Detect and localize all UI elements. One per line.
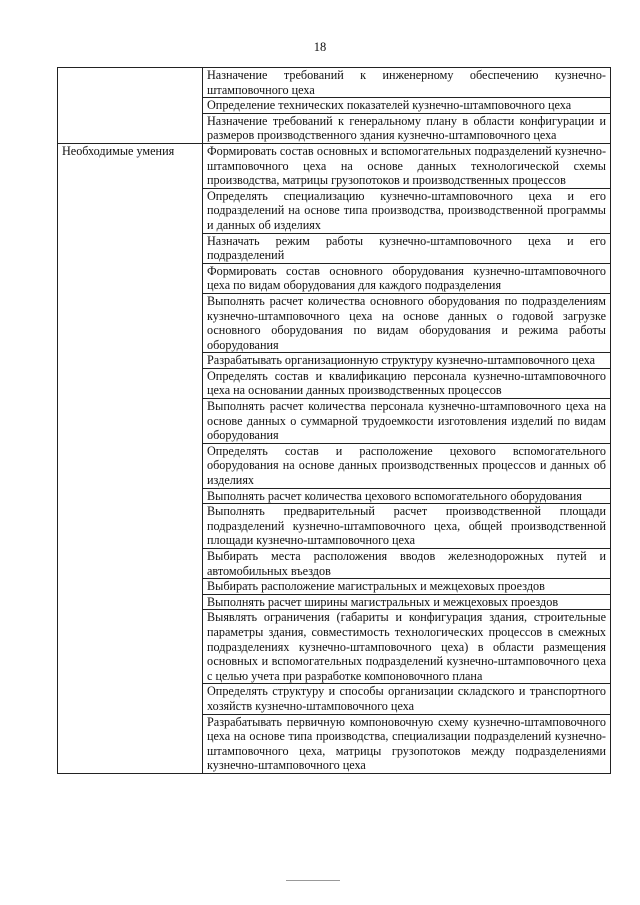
- table-cell: Определять состав и расположение цехового вспомогательного оборудования на основе данных производственных процессов и данных об изделиях: [203, 443, 611, 488]
- table-cell: Выполнять предварительный расчет производственной площади подразделений кузнечно-штамповочного цеха, общей производственной площади кузнечно-штамповочного цеха: [203, 504, 611, 549]
- table-cell: Разрабатывать организационную структуру кузнечно-штамповочного цеха: [203, 353, 611, 369]
- table-cell: Разрабатывать первичную компоновочную схему кузнечно-штамповочного цеха на основе типа производства, специализации подразделений кузнечно-штамповочного цеха, матрицы грузопотоков между подразделениями кузнечно-штамповочного цеха: [203, 714, 611, 773]
- requirements-table: [57, 67, 611, 774]
- table-cell: Назначение требований к генеральному плану в области конфигурации и размеров производственного здания кузнечно-штамповочного цеха: [203, 113, 611, 143]
- table-cell: Выбирать расположение магистральных и межцеховых проездов: [203, 579, 611, 595]
- skills-label: Необходимые умения: [58, 143, 203, 773]
- table-cell: Выбирать места расположения вводов железнодорожных путей и автомобильных въездов: [203, 549, 611, 579]
- footer-divider: [286, 880, 340, 881]
- empty-label-cell: [58, 68, 203, 144]
- table-row: [58, 68, 611, 98]
- table-cell: Определять специализацию кузнечно-штамповочного цеха и его подразделений на основе типа производства, производственной программы и данных об изделиях: [203, 188, 611, 233]
- table-cell: Выполнять расчет ширины магистральных и межцеховых проездов: [203, 594, 611, 610]
- page-number: 18: [313, 40, 327, 54]
- table-cell: Выявлять ограничения (габариты и конфигурация здания, строительные параметры здания, совместимость технологических процессов в смежных подразделениях кузнечно-штамповочного цеха) в области размещения основных и вспомогательных подразделений кузнечно-штамповочного цеха с целью учета при разработке компоновочного плана: [203, 610, 611, 684]
- table-cell: Формировать состав основного оборудования кузнечно-штамповочного цеха по видам оборудования для каждого подразделения: [203, 263, 611, 293]
- table-cell: Определение технических показателей кузнечно-штамповочного цеха: [203, 98, 611, 114]
- table-row: [58, 143, 611, 188]
- table-cell: Формировать состав основных и вспомогательных подразделений кузнечно-штамповочного цеха на основе данных технологической схемы производства, матрицы грузопотоков и производственных процессов: [203, 143, 611, 188]
- table-cell: Выполнять расчет количества основного оборудования по подразделениям кузнечно-штамповочного цеха на основе данных о годовой загрузке основного оборудования по видам оборудования и режима работы оборудования: [203, 293, 611, 352]
- table-cell: Назначение требований к инженерному обеспечению кузнечно-штамповочного цеха: [203, 68, 611, 98]
- table-cell: Определять состав и квалификацию персонала кузнечно-штамповочного цеха на основании данных производственных процессов: [203, 368, 611, 398]
- table-cell: Назначать режим работы кузнечно-штамповочного цеха и его подразделений: [203, 233, 611, 263]
- table-cell: Выполнять расчет количества цехового вспомогательного оборудования: [203, 488, 611, 504]
- table-cell: Определять структуру и способы организации складского и транспортного хозяйств кузнечно-штамповочного цеха: [203, 684, 611, 714]
- table-cell: Выполнять расчет количества персонала кузнечно-штамповочного цеха на основе данных о суммарной трудоемкости изготовления изделий по видам оборудования: [203, 399, 611, 444]
